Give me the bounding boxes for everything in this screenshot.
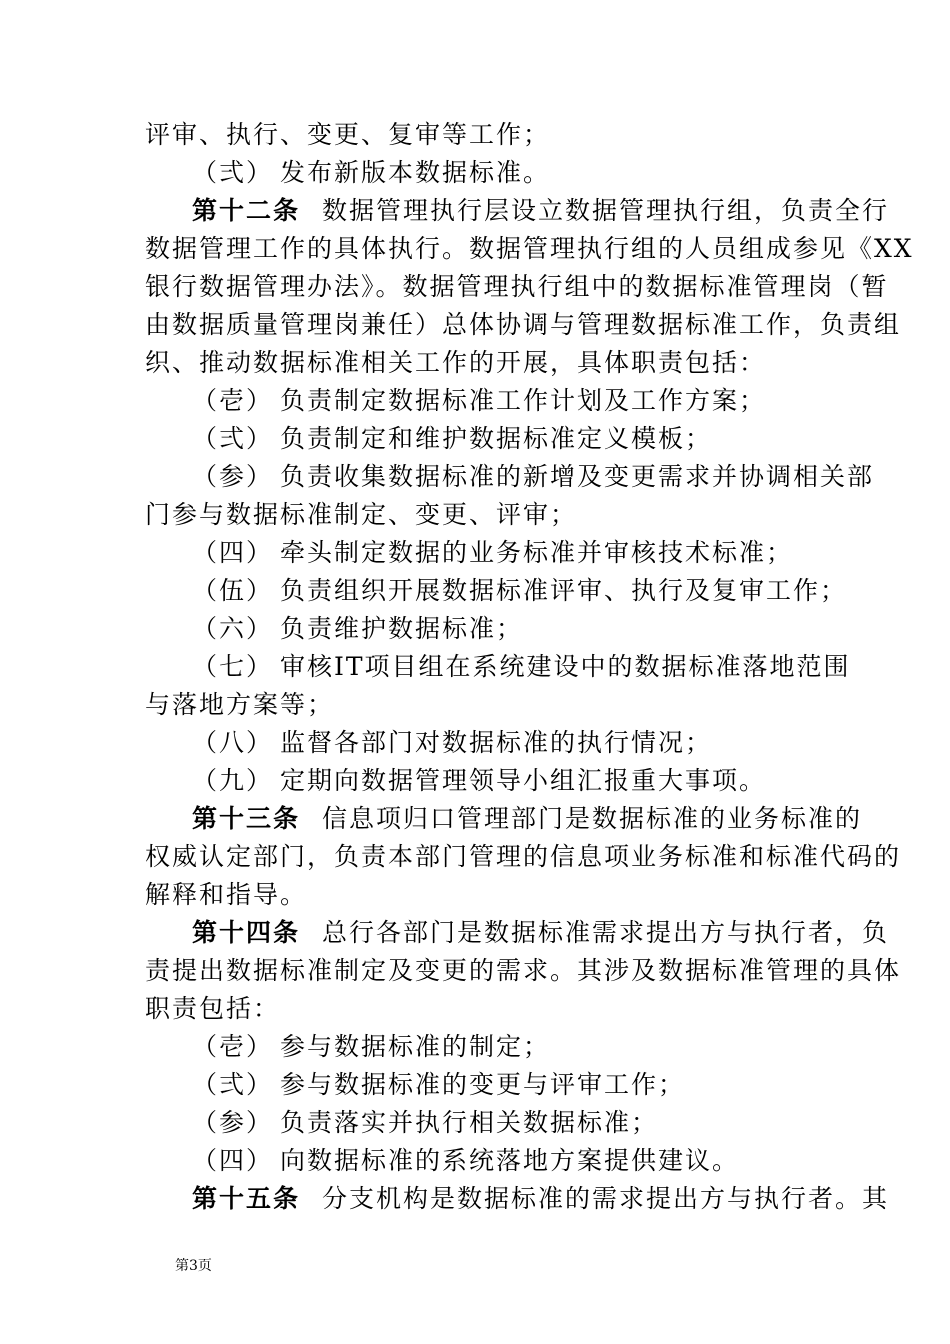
line-text: 总行各部门是数据标准需求提出方与执行者，负	[322, 918, 890, 947]
line-text: 负责维护数据标准；	[280, 614, 524, 643]
line-text: 负责制定数据标准工作计划及工作方案；	[280, 386, 767, 415]
list-number: （伍）	[192, 576, 274, 605]
list-item	[192, 652, 862, 682]
body-line	[145, 500, 815, 530]
list-item	[192, 386, 862, 416]
body-line	[145, 120, 815, 150]
list-item	[192, 1070, 862, 1100]
list-item	[192, 158, 862, 188]
body-line	[145, 880, 815, 910]
line-text: 数据管理工作的具体执行。数据管理执行组的人员组成参见《XX	[145, 234, 914, 263]
list-number: （八）	[192, 728, 274, 757]
line-text: 银行数据管理办法》。数据管理执行组中的数据标准管理岗（暂	[145, 272, 889, 301]
list-number: （七）	[192, 652, 274, 681]
article-number: 第十四条	[192, 918, 301, 947]
line-text: 牵头制定数据的业务标准并审核技术标准；	[280, 538, 794, 567]
body-line	[145, 234, 914, 264]
list-number: （九）	[192, 766, 274, 795]
article-number: 第十三条	[192, 804, 301, 833]
list-item	[192, 766, 862, 796]
list-item	[192, 1146, 862, 1176]
line-text: 门参与数据标准制定、变更、评审；	[145, 500, 578, 529]
list-number: （壱）	[192, 386, 274, 415]
article-number: 第十五条	[192, 1184, 301, 1213]
page-number: 第3页	[175, 1258, 212, 1274]
line-text: 负责制定和维护数据标准定义模板；	[280, 424, 713, 453]
line-text: 向数据标准的系统落地方案提供建议。	[280, 1146, 740, 1175]
line-text: 审核IT项目组在系统建设中的数据标准落地范围	[280, 652, 851, 681]
list-number: （参）	[192, 1108, 274, 1137]
line-text: 定期向数据管理领导小组汇报重大事项。	[280, 766, 767, 795]
body-line	[145, 842, 902, 872]
list-number: （参）	[192, 462, 274, 491]
line-text: 分支机构是数据标准的需求提出方与执行者。其	[322, 1184, 890, 1213]
list-number: （弍）	[192, 424, 274, 453]
list-item	[192, 1032, 862, 1062]
body-line	[145, 994, 815, 1024]
line-text: 与落地方案等；	[145, 690, 335, 719]
article-heading-line	[192, 1184, 890, 1214]
line-text: 参与数据标准的制定；	[280, 1032, 551, 1061]
list-number: （壱）	[192, 1032, 274, 1061]
article-heading-line	[192, 918, 890, 948]
line-text: 职责包括：	[145, 994, 281, 1023]
article-heading-line	[192, 196, 890, 226]
list-item	[192, 538, 862, 568]
list-number: （弍）	[192, 158, 274, 187]
line-text: 由数据质量管理岗兼任）总体协调与管理数据标准工作，负责组	[145, 310, 902, 339]
list-item	[192, 1108, 862, 1138]
line-text: 解释和指导。	[145, 880, 308, 909]
list-item	[192, 462, 875, 492]
line-text: 权威认定部门，负责本部门管理的信息项业务标准和标准代码的	[145, 842, 902, 871]
body-line	[145, 956, 902, 986]
line-text: 数据管理执行层设立数据管理执行组，负责全行	[322, 196, 890, 225]
list-item	[192, 728, 862, 758]
body-line	[145, 272, 889, 302]
body-line	[145, 348, 815, 378]
line-text: 责提出数据标准制定及变更的需求。其涉及数据标准管理的具体	[145, 956, 902, 985]
list-number: （弍）	[192, 1070, 274, 1099]
list-item	[192, 424, 862, 454]
body-line	[145, 310, 902, 340]
line-text: 负责收集数据标准的新增及变更需求并协调相关部	[280, 462, 875, 491]
list-item	[192, 614, 862, 644]
line-text: 织、推动数据标准相关工作的开展，具体职责包括：	[145, 348, 767, 377]
line-text: 发布新版本数据标准。	[280, 158, 551, 187]
line-text: 负责组织开展数据标准评审、执行及复审工作；	[280, 576, 848, 605]
body-line	[145, 690, 815, 720]
article-heading-line	[192, 804, 862, 834]
list-number: （六）	[192, 614, 274, 643]
line-text: 评审、执行、变更、复审等工作；	[145, 120, 551, 149]
line-text: 参与数据标准的变更与评审工作；	[280, 1070, 686, 1099]
article-number: 第十二条	[192, 196, 301, 225]
line-text: 监督各部门对数据标准的执行情况；	[280, 728, 713, 757]
line-text: 信息项归口管理部门是数据标准的业务标准的	[322, 804, 863, 833]
line-text: 负责落实并执行相关数据标准；	[280, 1108, 659, 1137]
list-number: （四）	[192, 538, 274, 567]
list-number: （四）	[192, 1146, 274, 1175]
list-item	[192, 576, 862, 606]
